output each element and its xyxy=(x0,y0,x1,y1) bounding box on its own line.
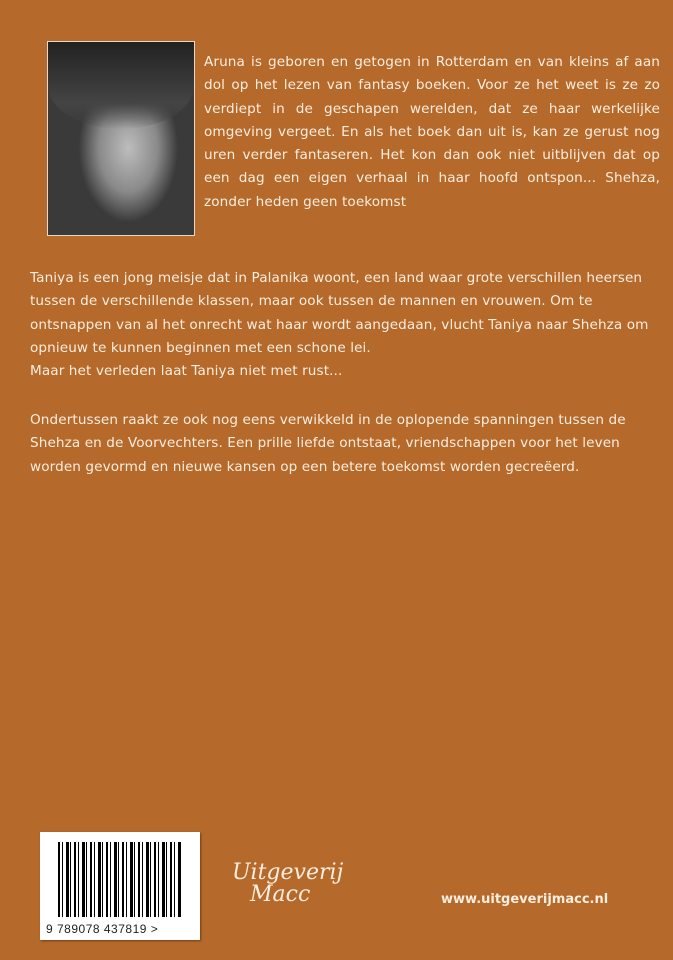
synopsis-paragraph-2: Ondertussen raakt ze ook nog eens verwikkeld in de oplopende spanningen tussen de Shehza en de Voorvechters. Een prille liefde ontstaat, vriendschappen voor het leven worden gevormd en nieuwe kansen op een betere toekomst worden gecreëerd. xyxy=(30,412,626,475)
synopsis-text: Maar het verleden laat Taniya niet met rust... xyxy=(30,363,343,380)
author-photo xyxy=(47,41,195,236)
publisher-logo xyxy=(232,862,343,906)
logo-line-1: Uitgeverij xyxy=(232,860,344,885)
barcode xyxy=(40,832,200,940)
barcode-bars xyxy=(58,842,182,917)
publisher-url: www.uitgeverijmacc.nl xyxy=(441,892,609,907)
logo-line-2: Macc xyxy=(250,882,311,907)
isbn-number: 9 789078 437819 > xyxy=(46,922,159,936)
synopsis-paragraph-1 xyxy=(30,267,650,383)
synopsis-text: Taniya is een jong meisje dat in Palanika woont, een land waar grote verschillen heersen tussen de verschillende klassen, maar ook tussen de mannen en vrouwen. Om te ontsnappen van al het onrecht wat haar wordt aangedaan, vlucht Taniya naar Shehza om opnieuw te kunnen beginnen met een schone lei. xyxy=(30,270,649,356)
author-bio: Aruna is geboren en getogen in Rotterdam en van kleins af aan dol op het lezen van fantasy boeken. Voor ze het weet is ze zo verdiept in de geschapen werelden, dat ze haar werkelijke omgeving vergeet. En als het boek dan uit is, kan ze gerust nog uren verder fantaseren. Het kon dan ook niet uitblijven dat op een dag een eigen verhaal in haar hoofd ontspon... Shehza, zonder heden geen toekomst xyxy=(204,54,660,210)
